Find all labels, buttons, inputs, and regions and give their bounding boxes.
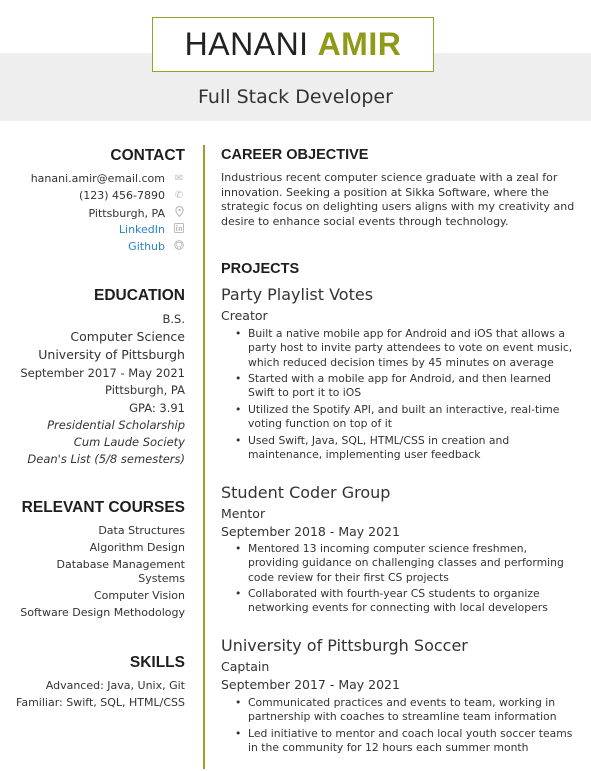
- gpa: GPA: 3.91: [129, 401, 185, 415]
- honor-item: Cum Laude Society: [73, 435, 185, 449]
- objective-text: Industrious recent computer science graduate with a zeal for innovation. Seeking a position at Sikka Software, where the strategic focus on delighting users aligns with my creativity and desire to enhance social events through technology.: [221, 171, 575, 228]
- project-role: Mentor: [221, 506, 266, 521]
- degree: B.S.: [162, 312, 185, 326]
- contact-heading: CONTACT: [110, 147, 185, 164]
- github-icon: [173, 240, 185, 253]
- course-item: Algorithm Design: [89, 541, 185, 554]
- linkedin-link[interactable]: LinkedIn: [118, 223, 165, 236]
- job-title: Full Stack Developer: [198, 86, 393, 108]
- project-bullet: • Utilized the Spotify API, and built an interactive, real-time voting function on top of it: [248, 403, 578, 432]
- project-role: Captain: [221, 659, 270, 674]
- courses-heading: RELEVANT COURSES: [21, 499, 185, 516]
- course-item: Data Structures: [98, 524, 185, 537]
- contact-location: [89, 206, 186, 220]
- project-bullet: • Collaborated with fourth-year CS students to organize networking events for connecting with local developers: [248, 587, 578, 616]
- skill-item: Familiar: Swift, SQL, HTML/CSS: [16, 696, 185, 709]
- project-role: Creator: [221, 308, 268, 323]
- school: University of Pittsburgh: [38, 347, 185, 362]
- edu-dates: September 2017 - May 2021: [20, 366, 185, 380]
- email-text: hanani.amir@email.com: [30, 172, 165, 185]
- contact-phone[interactable]: [79, 189, 185, 202]
- last-name: AMIR: [317, 26, 402, 62]
- honor-item: Dean's List (5/8 semesters): [27, 452, 185, 466]
- contact-github[interactable]: [128, 240, 185, 253]
- project-dates: September 2018 - May 2021: [221, 524, 400, 539]
- project-bullet: • Led initiative to mentor and coach local youth soccer teams in the community for 12 hours each summer month: [248, 727, 578, 756]
- project-bullet: • Used Swift, Java, SQL, HTML/CSS in creation and maintenance, implementing user feedback: [248, 434, 578, 463]
- github-link[interactable]: Github: [128, 240, 165, 253]
- major: Computer Science: [70, 329, 185, 344]
- project-bullet: • Started with a mobile app for Android, and then learned Swift to port it to iOS: [248, 372, 578, 401]
- course-item: Computer Vision: [93, 589, 185, 602]
- projects-heading: PROJECTS: [221, 261, 300, 277]
- project-dates: September 2017 - May 2021: [221, 677, 400, 692]
- project-title: Party Playlist Votes: [221, 285, 374, 304]
- skill-item: Advanced: Java, Unix, Git: [45, 679, 185, 692]
- honor-item: Presidential Scholarship: [47, 418, 185, 432]
- column-divider: [203, 145, 205, 769]
- contact-email[interactable]: [31, 172, 185, 185]
- course-item: Software Design Methodology: [20, 606, 185, 619]
- first-name: HANANI: [184, 26, 309, 62]
- phone-text: (123) 456-7890: [78, 189, 165, 202]
- project-title: Student Coder Group: [221, 483, 391, 502]
- mail-icon: ✉: [174, 173, 184, 184]
- location-text: Pittsburgh, PA: [88, 206, 165, 220]
- project-bullet: • Communicated practices and events to team, working in partnership with coaches to streamline team information: [248, 696, 578, 725]
- objective-heading: CAREER OBJECTIVE: [221, 147, 369, 163]
- edu-location: Pittsburgh, PA: [105, 383, 185, 397]
- course-item: Database Management Systems: [56, 558, 185, 585]
- education-heading: EDUCATION: [94, 287, 185, 304]
- name-box: [152, 17, 434, 72]
- project-bullet: • Built a native mobile app for Android and iOS that allows a party host to invite party attendees to vote on event music, which reduced decision times by 45 minutes on average: [248, 327, 578, 370]
- map-pin-icon: [173, 206, 185, 220]
- phone-icon: ✆: [174, 190, 184, 201]
- project-bullet: • Mentored 13 incoming computer science freshmen, providing guidance on challenging classes and performing code review for their first CS projects: [248, 542, 578, 585]
- linkedin-icon: [173, 223, 185, 236]
- project-title: University of Pittsburgh Soccer: [221, 636, 468, 655]
- contact-linkedin[interactable]: [119, 223, 185, 236]
- skills-heading: SKILLS: [129, 654, 185, 671]
